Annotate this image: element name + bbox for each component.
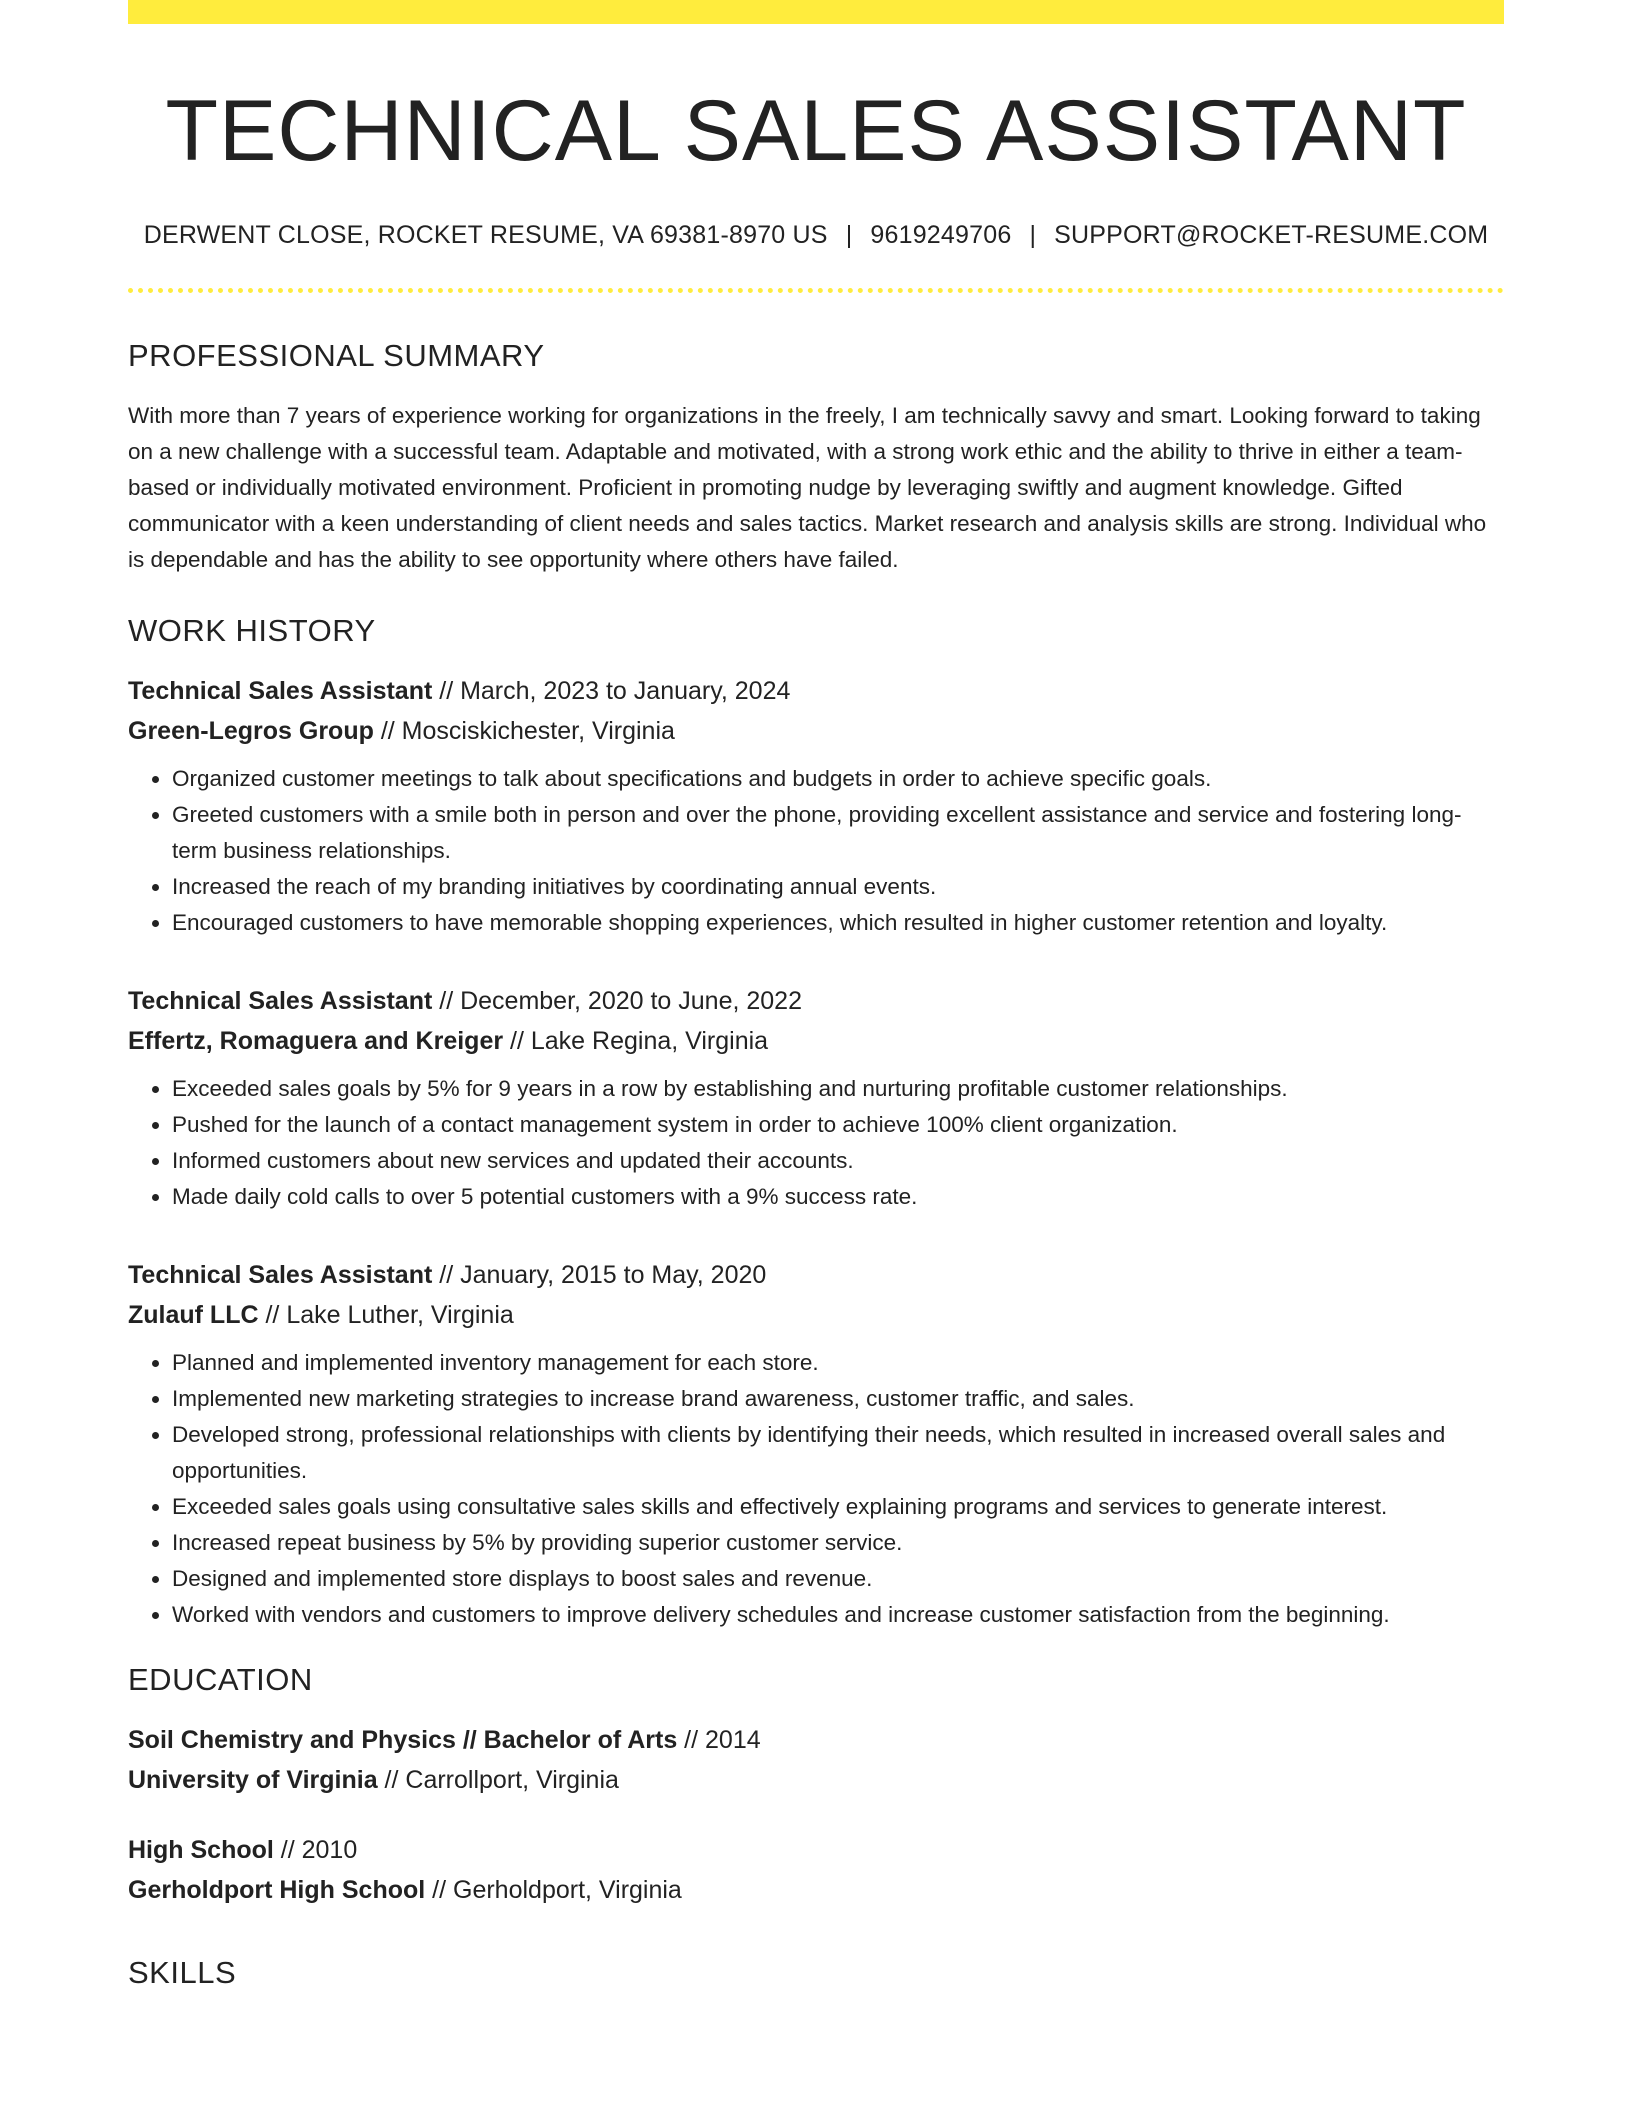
degree-line (128, 1830, 1504, 1870)
job-bullets (128, 1345, 1504, 1633)
company-name: Zulauf LLC (128, 1300, 259, 1329)
contact-separator: | (845, 220, 853, 249)
work-history-heading: WORK HISTORY (128, 612, 376, 648)
job-bullets (128, 1071, 1504, 1215)
education-entry (128, 1830, 1504, 1910)
list-item: • Informed customers about new services and updated their accounts. (172, 1143, 1504, 1179)
job-company-line (128, 1021, 1504, 1061)
school-line (128, 1760, 1504, 1800)
degree-line (128, 1720, 1504, 1760)
contact-line (128, 221, 1504, 250)
list-item: • Exceeded sales goals using consultative sales skills and effectively explaining programs and services to generate interest. (172, 1489, 1504, 1525)
summary-text: With more than 7 years of experience working for organizations in the freely, I am technically savvy and smart. Looking forward to taking on a new challenge with a successful team. Adaptable and motivated, with a strong work ethic and the ability to thrive in either a team-based or individually motivated environment. Proficient in promoting nudge by leveraging swiftly and augment knowledge. Gifted communicator with a keen understanding of client needs and sales tactics. Market research and analysis skills are strong. Individual who is dependable and has the ability to see opportunity where others have failed. (128, 402, 1487, 572)
list-item: • Made daily cold calls to over 5 potential customers with a 9% success rate. (172, 1179, 1504, 1215)
school-location: // Gerholdport, Virginia (425, 1876, 682, 1905)
contact-separator: | (1029, 220, 1037, 249)
list-item: • Developed strong, professional relationships with clients by identifying their needs, which resulted in increased overall sales and opportunities. (172, 1417, 1504, 1489)
degree: High School (128, 1836, 274, 1865)
list-item: • Implemented new marketing strategies to increase brand awareness, customer traffic, and sales. (172, 1381, 1504, 1417)
job-company-line (128, 711, 1504, 751)
phone: 9619249706 (870, 220, 1012, 249)
job-title-line (128, 671, 1504, 711)
job-entry (128, 1255, 1504, 1633)
email-link[interactable]: SUPPORT@ROCKET-RESUME.COM (1054, 220, 1489, 249)
resume-page (128, 0, 1504, 1991)
summary-heading: PROFESSIONAL SUMMARY (128, 337, 545, 373)
company-name: Effertz, Romaguera and Kreiger (128, 1026, 504, 1055)
dotted-divider (128, 288, 1504, 293)
list-item: • Exceeded sales goals by 5% for 9 years in a row by establishing and nurturing profitable customer relationships. (172, 1071, 1504, 1107)
job-entry (128, 671, 1504, 941)
school-location: // Carrollport, Virginia (377, 1766, 619, 1795)
list-item: • Increased repeat business by 5% by providing superior customer service. (172, 1525, 1504, 1561)
list-item: • Pushed for the launch of a contact management system in order to achieve 100% client organization. (172, 1107, 1504, 1143)
resume-title: TECHNICAL SALES ASSISTANT (165, 83, 1467, 179)
address: DERWENT CLOSE, ROCKET RESUME, VA 69381-8970 US (143, 220, 828, 249)
company-name: Green-Legros Group (128, 716, 374, 745)
top-accent-bar (128, 0, 1504, 24)
job-dates: // December, 2020 to June, 2022 (432, 986, 802, 1015)
job-location: // Mosciskichester, Virginia (373, 716, 675, 745)
list-item: • Increased the reach of my branding initiatives by coordinating annual events. (172, 869, 1504, 905)
list-item: • Encouraged customers to have memorable shopping experiences, which resulted in higher customer retention and loyalty. (172, 905, 1504, 941)
job-dates: // March, 2023 to January, 2024 (432, 676, 791, 705)
grad-year: // 2014 (677, 1726, 761, 1755)
education-heading: EDUCATION (128, 1661, 313, 1697)
job-entry (128, 981, 1504, 1215)
grad-year: // 2010 (273, 1836, 358, 1865)
list-item: • Worked with vendors and customers to improve delivery schedules and increase customer satisfaction from the beginning. (172, 1597, 1504, 1633)
school-name: Gerholdport High School (128, 1876, 426, 1905)
school-line (128, 1870, 1504, 1910)
degree: Soil Chemistry and Physics // Bachelor of Arts (128, 1726, 678, 1755)
job-title-line (128, 981, 1504, 1021)
school-name: University of Virginia (128, 1766, 378, 1795)
education-entry (128, 1720, 1504, 1800)
job-dates: // January, 2015 to May, 2020 (432, 1260, 767, 1289)
job-title: Technical Sales Assistant (128, 676, 433, 705)
list-item: • Planned and implemented inventory management for each store. (172, 1345, 1504, 1381)
skills-heading: SKILLS (128, 1955, 237, 1991)
job-location: // Lake Regina, Virginia (503, 1026, 769, 1055)
job-bullets (128, 761, 1504, 941)
list-item: • Greeted customers with a smile both in person and over the phone, providing excellent assistance and service and fostering long-term business relationships. (172, 797, 1504, 869)
job-title-line (128, 1255, 1504, 1295)
job-company-line (128, 1295, 1504, 1335)
job-title: Technical Sales Assistant (128, 1260, 433, 1289)
job-title: Technical Sales Assistant (128, 986, 433, 1015)
job-location: // Lake Luther, Virginia (258, 1300, 514, 1329)
list-item: • Designed and implemented store displays to boost sales and revenue. (172, 1561, 1504, 1597)
list-item: • Organized customer meetings to talk about specifications and budgets in order to achieve specific goals. (172, 761, 1504, 797)
